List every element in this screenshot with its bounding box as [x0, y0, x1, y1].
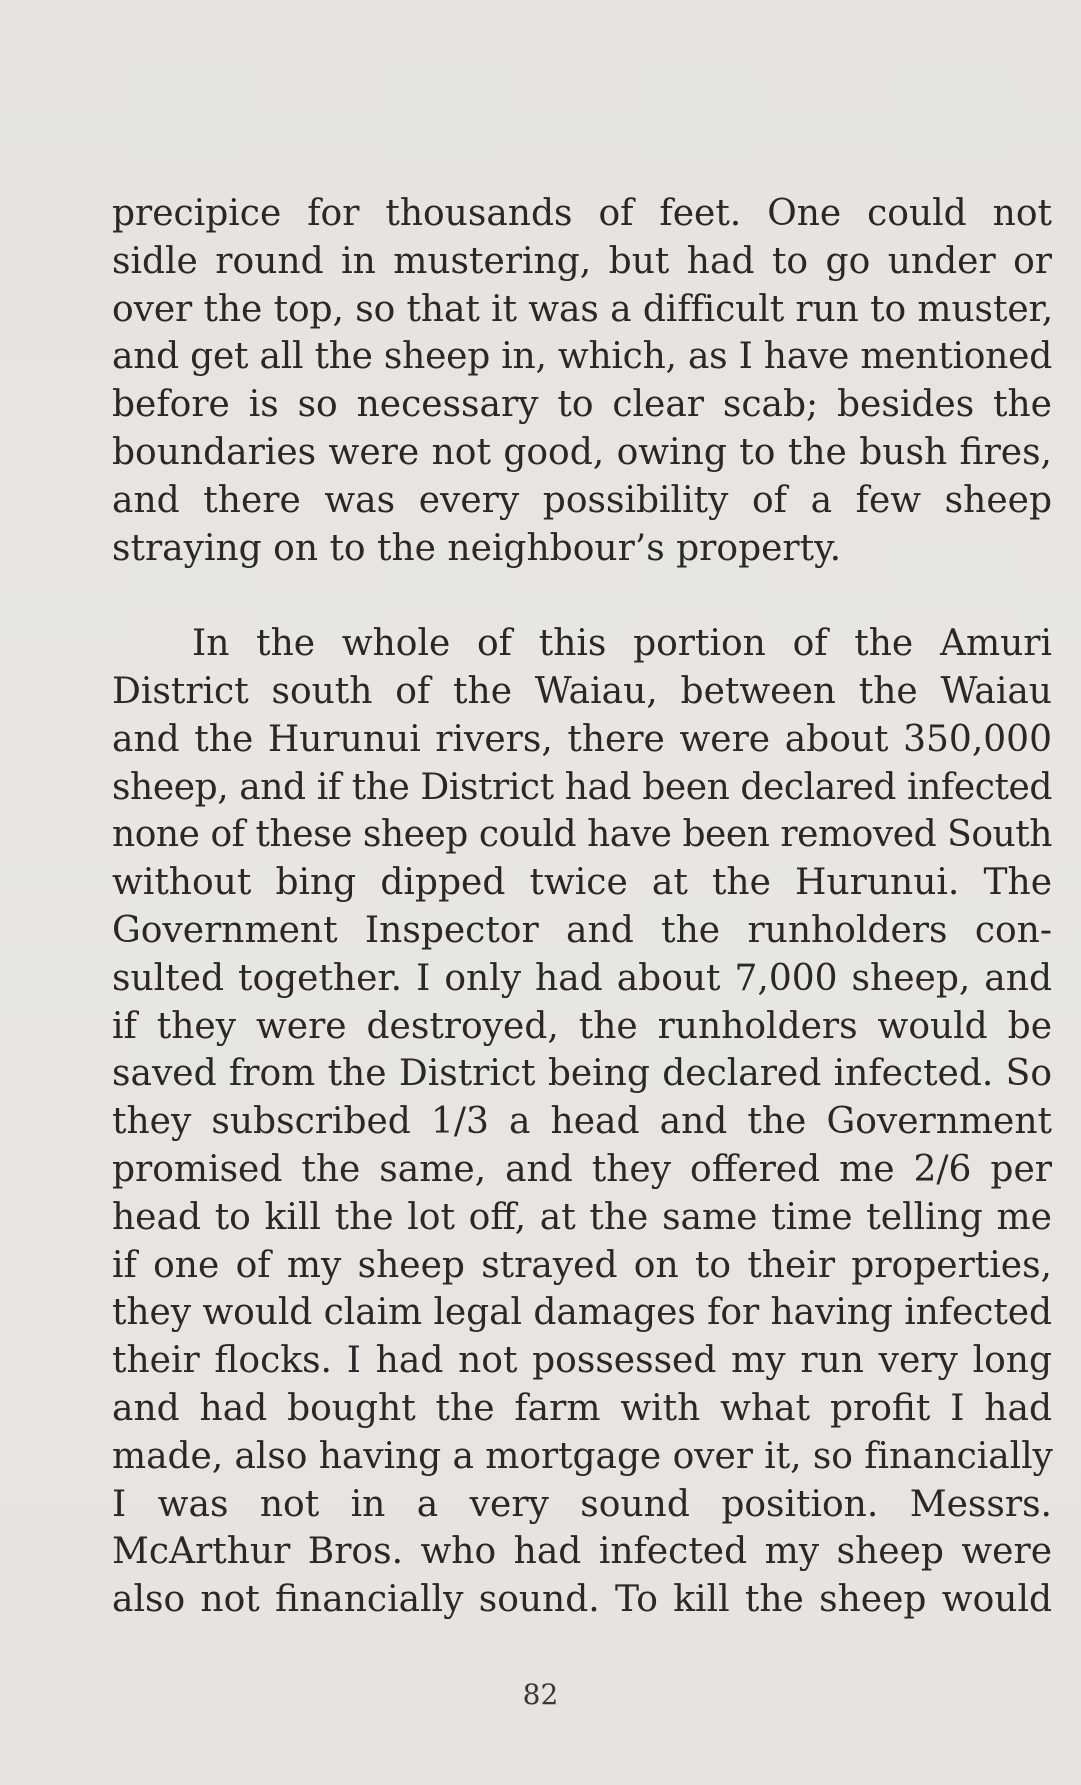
text-line: their flocks. I had not possessed my run very long	[112, 1340, 1052, 1382]
text-line: and get all the sheep in, which, as I have mentioned	[112, 336, 1052, 378]
text-line: straying on to the neighbour’s property.	[112, 527, 842, 569]
text-line: if one of my sheep strayed on to their properties,	[112, 1244, 1052, 1286]
text-line: without bing dipped twice at the Hurunui. The	[112, 862, 1052, 904]
text-line: over the top, so that it was a difficult run to muster,	[112, 288, 1054, 330]
text-line: head to kill the lot off, at the same time telling me	[112, 1196, 1052, 1238]
text-line: precipice for thousands of feet. One could not	[112, 193, 1052, 234]
paragraph-break	[112, 572, 1052, 620]
text-line: I was not in a very sound position. Messrs.	[112, 1483, 1052, 1525]
text-line: saved from the District being declared infected. So	[112, 1053, 1052, 1095]
text-line: boundaries were not good, owing to the bush fires,	[112, 431, 1052, 473]
text-line: and there was every possibility of a few sheep	[112, 479, 1052, 521]
text-line: District south of the Waiau, between the Waiau	[112, 670, 1052, 712]
page-number: 82	[522, 1678, 559, 1711]
text-line: made, also having a mortgage over it, so financially	[112, 1435, 1053, 1477]
text-line: they subscribed 1/3 a head and the Government	[112, 1101, 1052, 1143]
text-line: also not financially sound. To kill the sheep would	[112, 1579, 1052, 1621]
body-text	[112, 190, 1052, 1624]
text-line: if they were destroyed, the runholders would be	[112, 1005, 1052, 1047]
text-line: none of these sheep could have been removed South	[112, 814, 1052, 856]
text-line: and the Hurunui rivers, there were about 350,000	[112, 718, 1052, 760]
text-line: before is so necessary to clear scab; besides the	[112, 384, 1052, 426]
text-line: promised the same, and they offered me 2/6 per	[112, 1148, 1052, 1190]
text-line: they would claim legal damages for having infected	[112, 1292, 1052, 1334]
text-line: Government Inspector and the runholders con-	[112, 909, 1052, 951]
text-line: sheep, and if the District had been declared infected	[112, 766, 1052, 808]
text-line: McArthur Bros. who had infected my sheep were	[112, 1531, 1052, 1573]
text-line: In the whole of this portion of the Amuri	[192, 623, 1052, 665]
text-line: sulted together. I only had about 7,000 sheep, and	[112, 957, 1052, 999]
text-line: and had bought the farm with what profit I had	[112, 1387, 1052, 1429]
text-line: sidle round in mustering, but had to go under or	[112, 240, 1052, 282]
